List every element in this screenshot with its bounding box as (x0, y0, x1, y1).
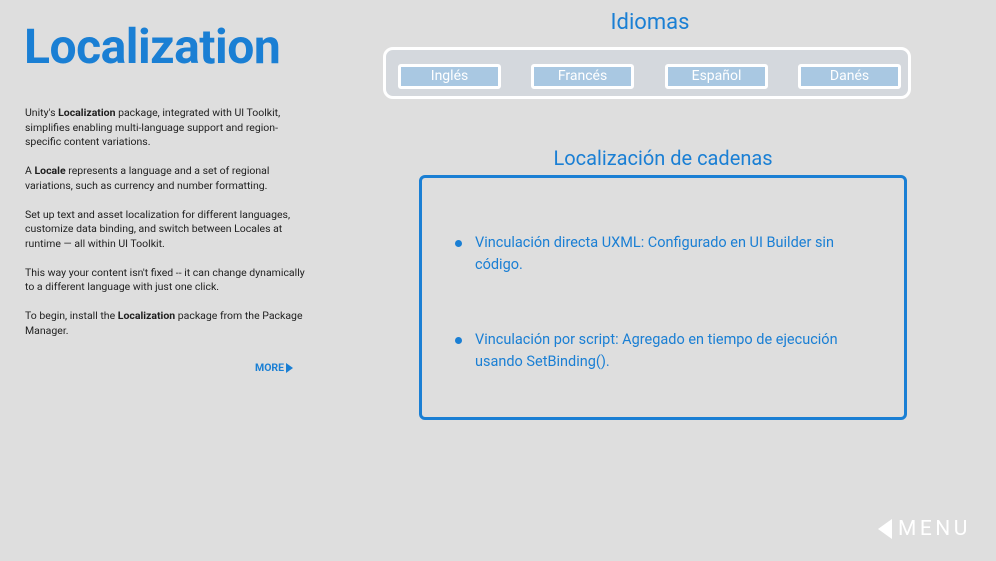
language-button-french[interactable]: Francés (531, 64, 634, 89)
menu-button[interactable] (878, 516, 971, 542)
menu-label: MENU (898, 517, 971, 541)
description-paragraph: Set up text and asset localization for different languages, customize data binding, and switch between Locales at runtime — all within UI Toolkit. (25, 207, 291, 250)
languages-title: Idiomas (610, 10, 690, 35)
more-button[interactable] (255, 361, 293, 374)
string-localization-panel (419, 175, 907, 420)
bullet-icon (455, 240, 462, 247)
description-paragraph: To begin, install the Localization package from the Package Manager. (25, 309, 303, 337)
play-arrow-icon (286, 363, 293, 373)
list-item: Vinculación directa UXML: Configurado en UI Builder sin código. (455, 232, 865, 275)
description-paragraph: This way your content isn't fixed -- it can change dynamically to a different language with just one click. (25, 265, 305, 293)
language-selector (383, 47, 911, 99)
bullet-icon (455, 337, 462, 344)
back-arrow-icon (878, 519, 892, 539)
language-button-spanish[interactable]: Español (665, 64, 768, 89)
language-button-danish[interactable]: Danés (798, 64, 901, 89)
page-title: Localization (24, 18, 281, 75)
description-paragraph: A Locale represents a language and a set of regional variations, such as currency and number formatting. (25, 164, 270, 192)
string-localization-title: Localización de cadenas (553, 146, 773, 170)
description-paragraph: Unity's Localization package, integrated with UI Toolkit, simplifies enabling multi-language support and region-specific content variations. (25, 106, 281, 148)
more-label: MORE (255, 361, 285, 374)
description (25, 106, 310, 353)
language-button-english[interactable]: Inglés (398, 64, 501, 89)
list-item: Vinculación por script: Agregado en tiempo de ejecución usando SetBinding(). (455, 329, 865, 372)
